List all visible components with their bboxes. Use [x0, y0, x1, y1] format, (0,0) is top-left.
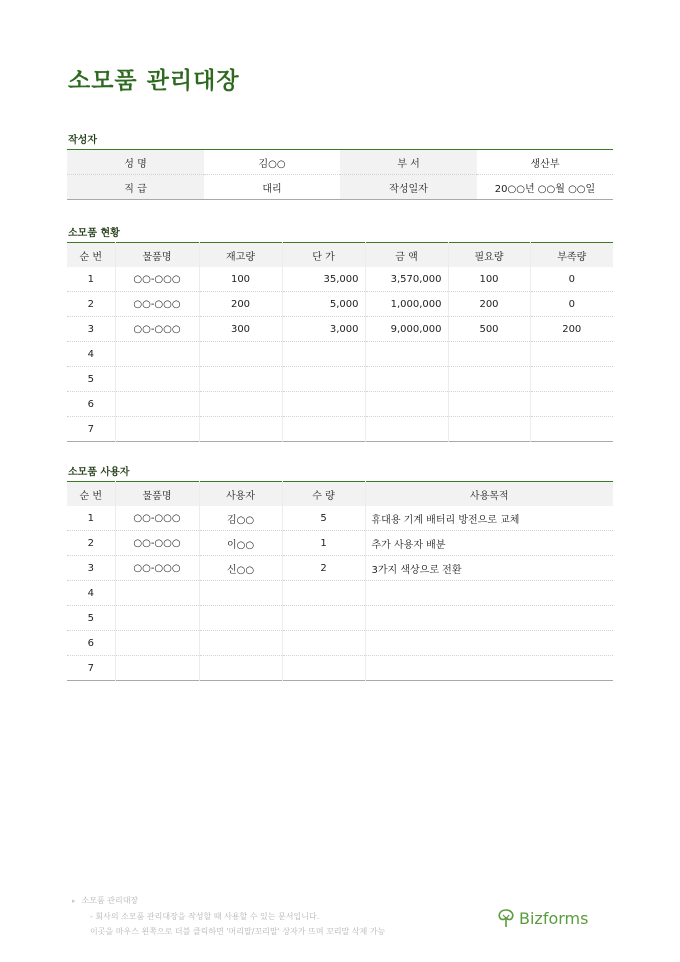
table-cell [115, 656, 199, 681]
table-cell [199, 342, 282, 367]
table-row [67, 531, 613, 556]
table-cell [530, 342, 613, 367]
table-cell [365, 342, 448, 367]
table-cell: 9,000,000 [365, 317, 448, 342]
table-cell: 1,000,000 [365, 292, 448, 317]
table-cell [282, 417, 365, 442]
footer-hint: 이곳을 마우스 왼쪽으로 더블 클릭하면 '머리말/꼬리말' 상자가 뜨며 꼬리말 삭제 가능 [90, 927, 386, 936]
column-header: 사용목적 [365, 482, 613, 507]
table-cell [365, 631, 613, 656]
table-cell: 5,000 [282, 292, 365, 317]
field-label: 성 명 [67, 150, 204, 175]
column-header: 단 가 [282, 243, 365, 268]
footer-title: ▸ 소모품 관리대장 [72, 896, 139, 905]
table-cell [115, 417, 199, 442]
page-title: 소모품 관리대장 [68, 68, 240, 94]
table-row [67, 175, 613, 200]
table-cell: 0 [530, 292, 613, 317]
table-cell [530, 392, 613, 417]
table-cell [282, 367, 365, 392]
table-cell: 1 [87, 273, 94, 285]
table-cell: 0 [530, 267, 613, 292]
table-row [67, 292, 613, 317]
table-cell [282, 392, 365, 417]
table-cell [199, 656, 282, 681]
table-cell [115, 392, 199, 417]
field-label: 부 서 [340, 150, 477, 175]
status-table [67, 242, 613, 442]
column-header: 수 량 [282, 482, 365, 507]
column-header: 물품명 [115, 482, 199, 507]
field-value: 생산부 [530, 158, 560, 170]
column-header: 물품명 [115, 243, 199, 268]
table-cell: 3 [67, 556, 115, 581]
table-cell [282, 606, 365, 631]
table-cell: 1 [282, 531, 365, 556]
table-cell: ○○-○○○ [115, 531, 199, 556]
table-row [67, 367, 613, 392]
table-row [67, 267, 613, 292]
table-cell: 4 [67, 342, 115, 367]
table-cell: 3가지 색상으로 전환 [365, 556, 613, 581]
table-cell: 7 [67, 417, 115, 442]
table-cell [365, 581, 613, 606]
table-cell [199, 367, 282, 392]
table-cell: 3 [67, 317, 115, 342]
bizforms-logo [497, 908, 588, 928]
table-cell: 7 [67, 656, 115, 681]
user-table [67, 481, 613, 681]
table-cell: ○○-○○○ [115, 506, 199, 531]
table-cell [199, 581, 282, 606]
table-row [67, 631, 613, 656]
table-cell: 신○○ [199, 556, 282, 581]
field-value: 20○○년 ○○월 ○○일 [477, 175, 613, 200]
table-cell [199, 631, 282, 656]
table-cell: 200 [530, 317, 613, 342]
field-value: 김○○ [258, 158, 286, 170]
table-cell: 200 [199, 292, 282, 317]
table-cell [199, 392, 282, 417]
author-table [67, 149, 613, 200]
column-header: 사용자 [199, 482, 282, 507]
table-cell [365, 656, 613, 681]
table-cell: 100 [199, 267, 282, 292]
table-cell: 3,000 [282, 317, 365, 342]
table-cell [115, 342, 199, 367]
table-cell: 2 [282, 556, 365, 581]
table-cell: 4 [67, 581, 115, 606]
table-cell: 2 [67, 531, 115, 556]
table-cell: 500 [448, 317, 530, 342]
column-header: 순 번 [67, 243, 115, 268]
table-cell: 1 [87, 512, 94, 524]
table-cell: 휴대용 기계 배터리 방전으로 교체 [365, 506, 613, 531]
table-cell: 6 [67, 392, 115, 417]
table-cell: 이○○ [199, 531, 282, 556]
field-label: 직 급 [67, 175, 204, 200]
author-section-label: 작성자 [68, 135, 97, 146]
table-cell: ○○-○○○ [115, 292, 199, 317]
footer-desc: - 회사의 소모품 관리대장을 작성할 때 사용할 수 있는 문서입니다. [90, 912, 320, 921]
table-cell [199, 417, 282, 442]
table-row [67, 506, 613, 531]
table-cell [115, 631, 199, 656]
table-cell: 100 [448, 267, 530, 292]
table-cell [282, 581, 365, 606]
table-cell [448, 367, 530, 392]
table-cell [448, 392, 530, 417]
table-row [67, 581, 613, 606]
table-cell: 5 [282, 506, 365, 531]
table-cell [365, 606, 613, 631]
column-header: 필요량 [448, 243, 530, 268]
column-header: 재고량 [199, 243, 282, 268]
table-cell [365, 417, 448, 442]
table-cell: ○○-○○○ [115, 556, 199, 581]
table-cell [448, 417, 530, 442]
table-cell [448, 342, 530, 367]
table-row [67, 317, 613, 342]
triangle-bullet-icon: ▸ [72, 897, 76, 905]
table-cell: 200 [448, 292, 530, 317]
table-row [67, 606, 613, 631]
table-cell [530, 417, 613, 442]
table-cell [115, 367, 199, 392]
table-cell: 김○○ [199, 506, 282, 531]
logo-text: Bizforms [519, 908, 589, 928]
table-row [67, 392, 613, 417]
table-cell [115, 581, 199, 606]
table-cell [282, 656, 365, 681]
status-section-label: 소모품 현황 [68, 228, 120, 239]
user-section-label: 소모품 사용자 [68, 467, 130, 478]
table-cell [115, 606, 199, 631]
table-cell: 300 [199, 317, 282, 342]
table-cell [365, 367, 448, 392]
table-cell: 3,570,000 [365, 267, 448, 292]
column-header: 부족량 [530, 243, 613, 268]
table-cell: ○○-○○○ [115, 267, 199, 292]
table-row [67, 417, 613, 442]
table-cell: 2 [67, 292, 115, 317]
table-cell: 6 [67, 631, 115, 656]
table-cell: 추가 사용자 배분 [365, 531, 613, 556]
column-header: 순 번 [67, 482, 115, 507]
tree-icon [497, 908, 515, 928]
table-row [67, 656, 613, 681]
field-value: 대리 [204, 175, 340, 200]
table-cell [282, 631, 365, 656]
table-cell [282, 342, 365, 367]
table-row [67, 556, 613, 581]
table-row [67, 150, 613, 175]
column-header: 금 액 [365, 243, 448, 268]
table-cell [530, 367, 613, 392]
field-label: 작성일자 [340, 175, 477, 200]
table-cell [365, 392, 448, 417]
table-row [67, 342, 613, 367]
table-cell: 5 [67, 606, 115, 631]
table-cell: 35,000 [282, 267, 365, 292]
table-cell: ○○-○○○ [115, 317, 199, 342]
table-cell: 5 [67, 367, 115, 392]
table-cell [199, 606, 282, 631]
